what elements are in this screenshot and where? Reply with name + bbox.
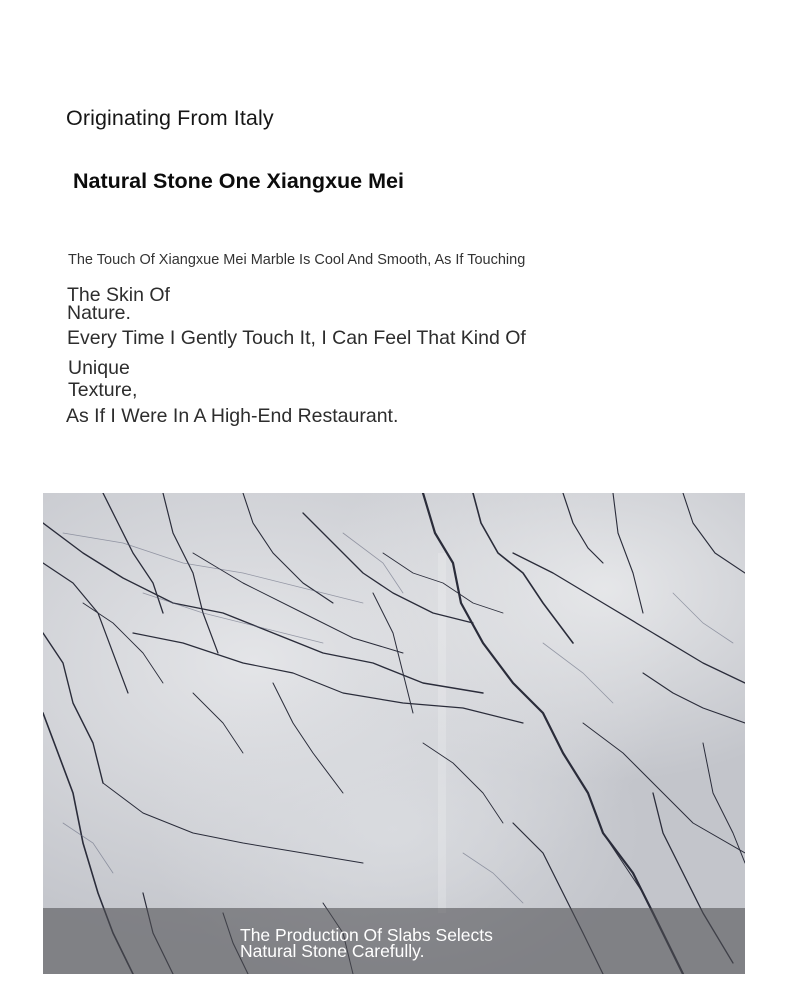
description-intro: The Touch Of Xiangxue Mei Marble Is Cool And Smooth, As If Touching [68,252,526,268]
image-caption-line-1: The Production Of Slabs Selects [240,925,493,945]
description-line-3: Every Time I Gently Touch It, I Can Feel That Kind Of [67,327,526,349]
image-caption-line-2: Natural Stone Carefully. [240,940,425,961]
description-line-1: The Skin Of [67,284,170,306]
image-caption [240,925,493,961]
marble-slab-image [43,493,745,974]
marble-texture [43,493,745,974]
origin-title: Originating From Italy [66,106,274,130]
caption-band [43,908,745,974]
description-line-4: Unique [68,357,130,379]
product-headline: Natural Stone One Xiangxue Mei [73,169,404,193]
description-line-6: As If I Were In A High-End Restaurant. [66,405,399,427]
description-line-5: Texture, [68,379,138,401]
description-line-2: Nature. [67,302,131,324]
